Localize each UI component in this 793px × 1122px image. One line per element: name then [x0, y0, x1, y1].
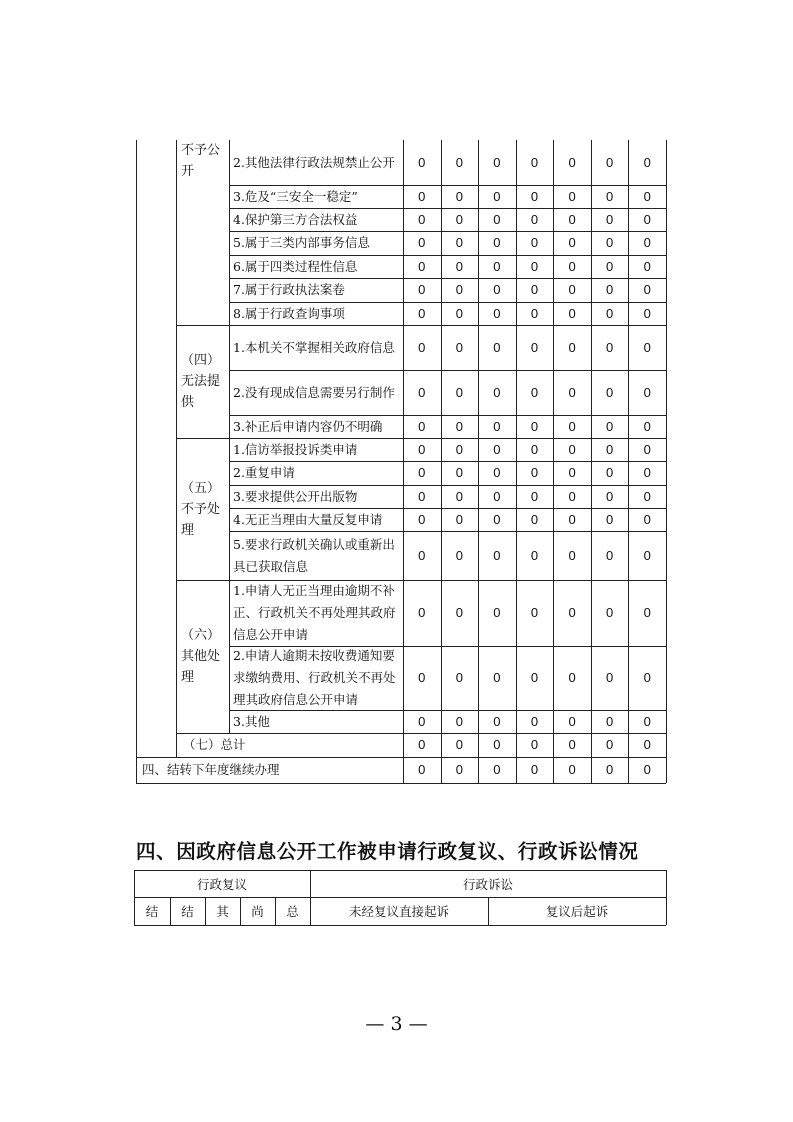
value-cell: 0 [493, 258, 501, 274]
item-label-text: 2.其他法律行政法规禁止公开 [233, 154, 395, 170]
value-cell: 0 [418, 188, 426, 204]
value-cell: 0 [493, 465, 501, 480]
value-cell: 0 [643, 605, 651, 620]
litigation-header: 行政诉讼 [462, 876, 513, 892]
value-cell: 0 [418, 235, 426, 250]
item-label-text: 4.保护第三方合法权益 [233, 211, 358, 227]
value-cell: 0 [418, 713, 426, 729]
page-number: — 3 — [365, 1013, 428, 1035]
value-cell: 0 [643, 547, 651, 563]
value-cell: 0 [455, 465, 463, 480]
value-cell: 0 [568, 339, 576, 355]
value-cell: 0 [568, 670, 576, 685]
value-cell: 0 [455, 211, 463, 227]
value-cell: 0 [606, 418, 614, 434]
value-cell: 0 [568, 713, 576, 729]
value-cell: 0 [568, 211, 576, 227]
table-border-bottom [136, 783, 666, 784]
table-border-left [136, 140, 137, 783]
value-cell: 0 [455, 154, 463, 170]
value-cell: 0 [493, 605, 501, 620]
item-label-text: 2.申请人逾期未按收费通知要求缴纳费用、行政机关不再处理其政府信息公开申请 [233, 648, 396, 707]
value-cell: 0 [568, 418, 576, 434]
value-cell: 0 [643, 188, 651, 204]
value-cell: 0 [643, 384, 651, 400]
value-cell: 0 [530, 235, 539, 250]
value-cell: 0 [493, 188, 501, 204]
value-cell: 0 [493, 305, 501, 321]
value-cell: 0 [643, 282, 651, 297]
value-cell: 0 [493, 211, 501, 227]
item-label [230, 485, 402, 508]
item-label-text: 1.申请人无正当理由逾期不补正、行政机关不再处理其政府信息公开申请 [233, 583, 396, 642]
value-cell: 0 [568, 762, 576, 777]
value-cell: 0 [643, 670, 651, 685]
value-cell: 0 [606, 713, 614, 729]
value-cell: 0 [455, 713, 463, 729]
value-cell: 0 [606, 547, 614, 563]
value-cell: 0 [530, 211, 539, 227]
value-cell: 0 [606, 737, 614, 752]
value-cell: 0 [643, 211, 651, 227]
review-column-header: 总 [286, 904, 299, 919]
table-border-right [666, 870, 667, 925]
litigation-column-header: 复议后起诉 [545, 904, 609, 919]
value-cell: 0 [606, 605, 614, 620]
value-cell: 0 [418, 547, 426, 563]
item-label-text: 3.危及“三安全一稳定” [233, 188, 358, 204]
value-cell: 0 [530, 305, 539, 321]
item-label [230, 370, 402, 415]
value-cell: 0 [643, 737, 651, 752]
value-cell: 0 [530, 547, 539, 563]
value-cell: 0 [568, 488, 576, 504]
value-cell: 0 [418, 762, 426, 777]
value-cell: 0 [455, 441, 463, 457]
item-label [230, 415, 402, 438]
group-label [177, 580, 228, 733]
value-cell: 0 [455, 511, 463, 527]
total-label: （七）总计 [183, 737, 246, 752]
review-column-header: 其 [216, 904, 229, 919]
item-label-text: 5.要求行政机关确认或重新出具已获取信息 [233, 536, 395, 574]
table-border-right [666, 140, 667, 783]
value-cell: 0 [643, 488, 651, 504]
item-label-text: 5.属于三类内部事务信息 [233, 235, 370, 250]
value-cell: 0 [530, 465, 539, 480]
value-cell: 0 [643, 713, 651, 729]
value-cell: 0 [606, 282, 614, 297]
value-cell: 0 [418, 605, 426, 620]
value-cell: 0 [493, 282, 501, 297]
value-cell: 0 [643, 762, 651, 777]
value-cell: 0 [568, 258, 576, 274]
value-cell: 0 [455, 418, 463, 434]
value-cell: 0 [606, 339, 614, 355]
item-label-text: 3.其他 [233, 713, 270, 729]
group-label [177, 438, 228, 580]
value-cell: 0 [493, 511, 501, 527]
item-label-text: 2.重复申请 [233, 465, 295, 480]
value-cell: 0 [568, 465, 576, 480]
value-cell: 0 [568, 235, 576, 250]
group-label-text: （五）不予处理 [181, 480, 221, 538]
value-cell: 0 [455, 384, 463, 400]
value-cell: 0 [530, 511, 539, 527]
value-cell: 0 [418, 154, 426, 170]
value-cell: 0 [606, 305, 614, 321]
item-label [230, 185, 402, 208]
value-cell: 0 [606, 235, 614, 250]
value-cell: 0 [418, 339, 426, 355]
value-cell: 0 [455, 762, 463, 777]
value-cell: 0 [530, 713, 539, 729]
value-cell: 0 [606, 211, 614, 227]
value-cell: 0 [606, 488, 614, 504]
value-cell: 0 [455, 488, 463, 504]
value-cell: 0 [568, 547, 576, 563]
value-cell: 0 [418, 511, 426, 527]
value-cell: 0 [418, 737, 426, 752]
item-label [230, 140, 402, 185]
value-cell: 0 [643, 154, 651, 170]
value-cell: 0 [455, 670, 463, 685]
group-label-text: （四）无法提供 [181, 353, 221, 410]
value-cell: 0 [493, 418, 501, 434]
value-cell: 0 [606, 258, 614, 274]
item-label [230, 508, 402, 531]
item-label [230, 325, 402, 370]
item-label [230, 646, 402, 710]
value-cell: 0 [455, 737, 463, 752]
value-cell: 0 [418, 670, 426, 685]
value-cell: 0 [643, 465, 651, 480]
value-cell: 0 [606, 670, 614, 685]
item-label [230, 255, 402, 278]
item-label [230, 710, 402, 733]
value-cell: 0 [643, 511, 651, 527]
value-cell: 0 [493, 441, 501, 457]
item-label [230, 208, 402, 231]
value-cell: 0 [530, 670, 539, 685]
review-column-header: 尚 [251, 904, 264, 919]
value-cell: 0 [493, 154, 501, 170]
value-cell: 0 [530, 605, 539, 620]
value-cell: 0 [493, 670, 501, 685]
value-cell: 0 [530, 282, 539, 297]
review-column-header: 结 [145, 904, 159, 919]
value-cell: 0 [530, 418, 539, 434]
carry-over-label: 四、结转下年度继续办理 [142, 762, 280, 777]
value-cell: 0 [493, 737, 501, 752]
review-column-header: 结 [181, 904, 194, 919]
value-cell: 0 [606, 511, 614, 527]
value-cell: 0 [606, 441, 614, 457]
group-label [177, 325, 228, 438]
item-label-text: 6.属于四类过程性信息 [233, 258, 358, 274]
value-cell: 0 [493, 762, 501, 777]
item-label [230, 278, 402, 302]
value-cell: 0 [568, 605, 576, 620]
item-label [230, 531, 402, 580]
value-cell: 0 [493, 384, 501, 400]
item-label-text: 1.信访举报投诉类申请 [233, 441, 358, 457]
value-cell: 0 [493, 339, 501, 355]
value-cell: 0 [568, 282, 576, 297]
value-cell: 0 [530, 188, 539, 204]
value-cell: 0 [568, 511, 576, 527]
item-label-text: 4.无正当理由大量反复申请 [233, 511, 383, 527]
value-cell: 0 [530, 384, 539, 400]
value-cell: 0 [493, 235, 501, 250]
value-cell: 0 [418, 465, 426, 480]
item-label [230, 438, 402, 461]
value-cell: 0 [643, 235, 651, 250]
review-header: 行政复议 [196, 876, 247, 892]
value-cell: 0 [530, 737, 539, 752]
value-cell: 0 [530, 762, 539, 777]
value-cell: 0 [455, 605, 463, 620]
value-cell: 0 [606, 384, 614, 400]
value-cell: 0 [643, 258, 651, 274]
value-cell: 0 [493, 713, 501, 729]
value-cell: 0 [606, 188, 614, 204]
value-cell: 0 [530, 488, 539, 504]
value-cell: 0 [455, 339, 463, 355]
item-label [230, 580, 402, 646]
item-label-text: 2.没有现成信息需要另行制作 [233, 384, 395, 400]
value-cell: 0 [568, 188, 576, 204]
value-cell: 0 [530, 154, 539, 170]
item-label-text: 1.本机关不掌握相关政府信息 [233, 339, 395, 355]
value-cell: 0 [418, 211, 426, 227]
value-cell: 0 [530, 339, 539, 355]
value-cell: 0 [643, 305, 651, 321]
item-label [230, 302, 402, 325]
item-label [230, 461, 402, 485]
value-cell: 0 [418, 282, 426, 297]
value-cell: 0 [568, 737, 576, 752]
value-cell: 0 [606, 154, 614, 170]
table-border-bottom [134, 925, 666, 926]
litigation-column-header: 未经复议直接起诉 [348, 904, 449, 919]
value-cell: 0 [418, 488, 426, 504]
value-cell: 0 [455, 547, 463, 563]
value-cell: 0 [643, 418, 651, 434]
value-cell: 0 [568, 154, 576, 170]
group-label [177, 140, 228, 325]
value-cell: 0 [418, 384, 426, 400]
value-cell: 0 [568, 305, 576, 321]
value-cell: 0 [418, 418, 426, 434]
value-cell: 0 [606, 762, 614, 777]
value-cell: 0 [418, 305, 426, 321]
value-cell: 0 [455, 282, 463, 297]
item-label-text: 3.要求提供公开出版物 [233, 488, 358, 504]
value-cell: 0 [493, 547, 501, 563]
value-cell: 0 [455, 258, 463, 274]
value-cell: 0 [530, 441, 539, 457]
item-label [230, 231, 402, 255]
value-cell: 0 [530, 258, 539, 274]
group-label-text: （六）其他处理 [181, 628, 221, 685]
item-label-text: 3.补正后申请内容仍不明确 [233, 418, 383, 434]
value-cell: 0 [455, 305, 463, 321]
value-cell: 0 [418, 258, 426, 274]
group-label-text: 不予公开 [181, 143, 221, 179]
value-cell: 0 [643, 339, 651, 355]
value-cell: 0 [606, 465, 614, 480]
value-cell: 0 [643, 441, 651, 457]
value-cell: 0 [455, 188, 463, 204]
value-cell: 0 [455, 235, 463, 250]
value-cell: 0 [418, 441, 426, 457]
value-cell: 0 [493, 488, 501, 504]
item-label-text: 8.属于行政查询事项 [233, 305, 345, 321]
value-cell: 0 [568, 441, 576, 457]
section-title: 四、因政府信息公开工作被申请行政复议、行政诉讼情况 [136, 840, 639, 863]
item-label-text: 7.属于行政执法案卷 [233, 282, 345, 297]
value-cell: 0 [568, 384, 576, 400]
